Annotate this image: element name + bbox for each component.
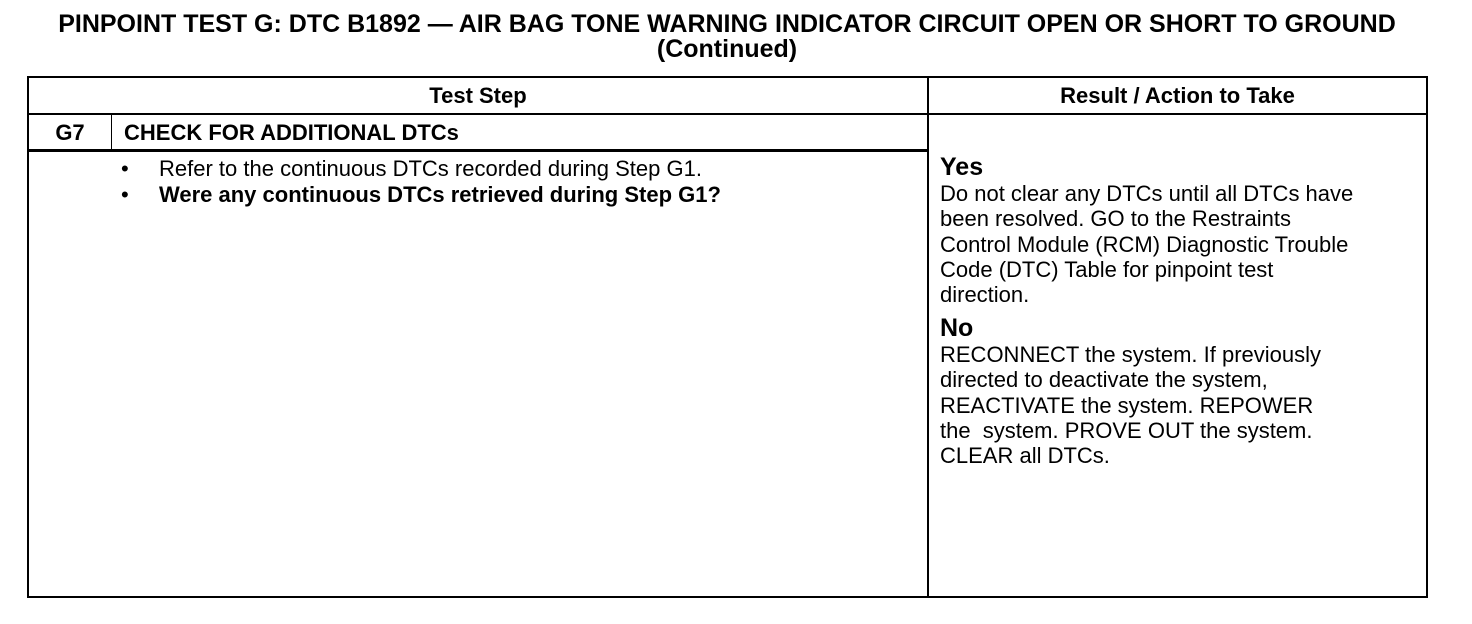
result-line: CLEAR all DTCs. xyxy=(940,443,1110,469)
result-line: Do not clear any DTCs until all DTCs have xyxy=(940,181,1354,206)
column-divider-main xyxy=(927,78,929,596)
result-line: direction. xyxy=(940,282,1030,308)
step-title-divider xyxy=(29,149,927,152)
bullet-question: Were any continuous DTCs retrieved during Step G1? xyxy=(159,182,721,207)
result-line: Control Module (RCM) Diagnostic Trouble xyxy=(940,231,1349,257)
result-line: been resolved. GO to the Restraints xyxy=(940,206,1291,232)
bullet-text: Refer to the continuous DTCs recorded during Step G1. xyxy=(159,156,702,181)
list-item xyxy=(121,182,721,208)
result-line: directed to deactivate the system, xyxy=(940,367,1268,393)
result-label-yes: Yes xyxy=(940,153,984,181)
result-text-yes xyxy=(940,181,1424,307)
result-no xyxy=(940,315,1424,468)
result-line: REACTIVATE the system. REPOWER xyxy=(940,392,1314,418)
result-text-no xyxy=(940,342,1424,468)
step-title: CHECK FOR ADDITIONAL DTCs xyxy=(124,120,459,145)
result-line: the system. PROVE OUT the system. xyxy=(940,417,1313,443)
list-item xyxy=(121,156,702,182)
page-title: PINPOINT TEST G: DTC B1892 — AIR BAG TONE WARNING INDICATOR CIRCUIT OPEN OR SHORT TO GROUND (Continued) xyxy=(58,10,1396,63)
pinpoint-test-table xyxy=(27,76,1428,598)
result-label-no: No xyxy=(940,314,974,342)
header-result-action: Result / Action to Take xyxy=(1060,83,1295,108)
result-yes xyxy=(940,154,1424,307)
header-test-step: Test Step xyxy=(429,83,527,108)
result-line: Code (DTC) Table for pinpoint test xyxy=(940,256,1274,282)
bullet-icon: • xyxy=(121,156,129,181)
bullet-icon: • xyxy=(121,182,129,207)
result-line: RECONNECT the system. If previously xyxy=(940,342,1322,367)
step-id: G7 xyxy=(55,120,85,145)
step-id-divider xyxy=(111,115,112,149)
